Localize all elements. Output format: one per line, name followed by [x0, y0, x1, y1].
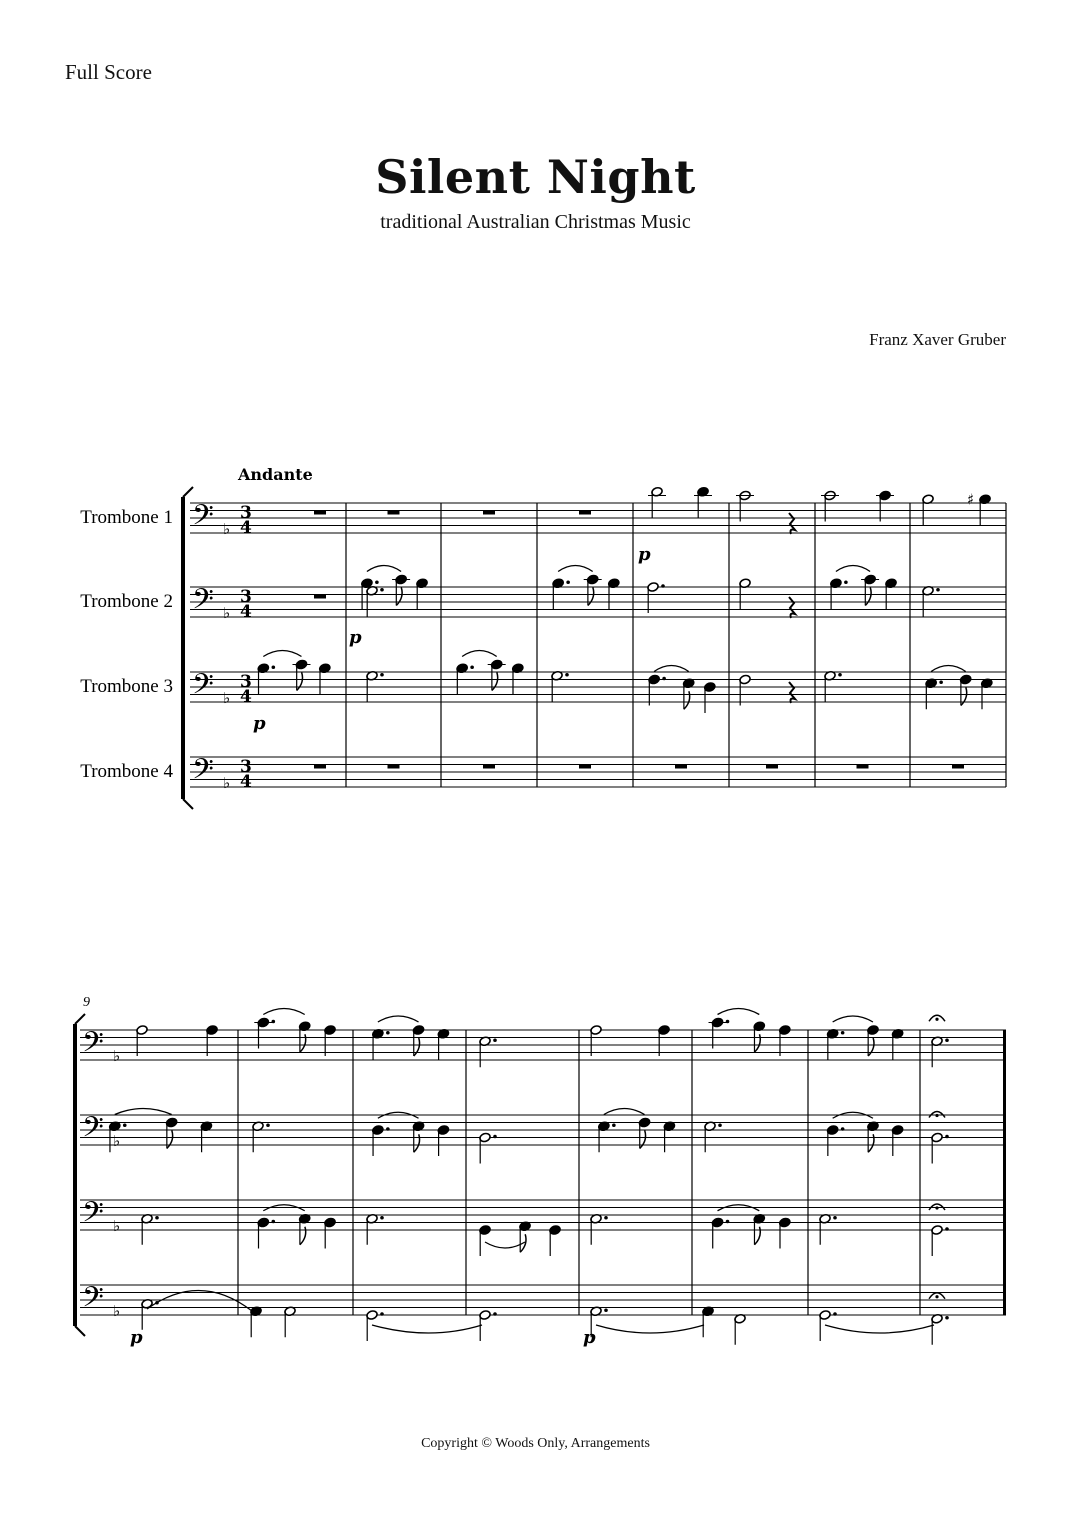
- eighth-flag: [684, 691, 690, 709]
- system-bracket: [73, 1024, 77, 1326]
- augmentation-dot: [841, 1031, 845, 1035]
- time-signature-denominator: 4: [240, 687, 252, 707]
- slur: [654, 666, 689, 672]
- slur: [263, 1009, 304, 1015]
- augmentation-dot: [604, 1308, 608, 1312]
- eighth-flag: [414, 1038, 420, 1056]
- augmentation-dot: [375, 580, 379, 584]
- system-1: [80, 465, 1006, 809]
- whole-rest-icon: [314, 511, 326, 515]
- augmentation-dot: [380, 1312, 384, 1316]
- augmentation-dot: [272, 665, 276, 669]
- tie: [825, 1325, 934, 1333]
- eighth-flag: [961, 688, 967, 706]
- whole-rest-icon: [388, 765, 400, 769]
- fermata-dot: [935, 1114, 938, 1117]
- slur: [115, 1109, 172, 1115]
- slur: [718, 1009, 760, 1015]
- time-signature-numerator: 3: [240, 757, 252, 777]
- whole-rest-icon: [483, 765, 495, 769]
- tempo-marking: Andante: [238, 465, 313, 484]
- bass-clef-icon: 𝄢: [192, 499, 214, 539]
- time-signature-denominator: 4: [240, 518, 252, 538]
- augmentation-dot: [833, 1312, 837, 1316]
- augmentation-dot: [844, 580, 848, 584]
- eighth-flag: [754, 1227, 760, 1245]
- whole-rest-icon: [579, 765, 591, 769]
- augmentation-dot: [841, 1127, 845, 1131]
- augmentation-dot: [386, 1031, 390, 1035]
- bracket-hook: [183, 487, 193, 497]
- flat-icon: ♭: [113, 1047, 121, 1065]
- augmentation-dot: [493, 1312, 497, 1316]
- instrument-label-trombone-3: Trombone 3: [80, 676, 173, 697]
- augmentation-dot: [726, 1220, 730, 1224]
- slur: [931, 666, 966, 672]
- augmentation-dot: [661, 584, 665, 588]
- augmentation-dot: [565, 673, 569, 677]
- slur: [836, 566, 870, 572]
- slur: [378, 1016, 419, 1022]
- whole-rest-icon: [952, 765, 964, 769]
- eighth-flag: [865, 588, 871, 606]
- augmentation-dot: [266, 1123, 270, 1127]
- augmentation-dot: [945, 1316, 949, 1320]
- eighth-flag: [754, 1034, 760, 1052]
- flat-icon: ♭: [223, 689, 231, 707]
- score-type-label: Full Score: [65, 60, 152, 84]
- flat-icon: ♭: [113, 1217, 121, 1235]
- time-signature-denominator: 4: [240, 772, 252, 792]
- whole-rest-icon: [579, 511, 591, 515]
- whole-rest-icon: [483, 511, 495, 515]
- augmentation-dot: [380, 673, 384, 677]
- augmentation-dot: [939, 680, 943, 684]
- quarter-rest-icon: [789, 513, 795, 534]
- time-signature-numerator: 3: [240, 587, 252, 607]
- bracket-hook: [183, 799, 193, 809]
- bracket-hook: [75, 1014, 85, 1024]
- slur: [558, 566, 593, 572]
- augmentation-dot: [386, 1127, 390, 1131]
- eighth-flag: [300, 1034, 306, 1052]
- augmentation-dot: [566, 580, 570, 584]
- slur: [604, 1109, 645, 1115]
- time-signature-numerator: 3: [240, 503, 252, 523]
- page-title: Silent Night: [375, 150, 696, 204]
- page-subtitle: traditional Australian Christmas Music: [380, 211, 691, 233]
- augmentation-dot: [604, 1216, 608, 1220]
- time-signature-denominator: 4: [240, 602, 252, 622]
- eighth-flag: [868, 1134, 874, 1152]
- eighth-flag: [640, 1131, 646, 1149]
- slur: [833, 1016, 873, 1022]
- whole-rest-icon: [314, 595, 326, 599]
- slur: [367, 566, 401, 572]
- augmentation-dot: [945, 1135, 949, 1139]
- dynamic-piano: p: [638, 544, 651, 565]
- system-2: [73, 995, 1006, 1348]
- whole-rest-icon: [675, 765, 687, 769]
- flat-icon: ♭: [223, 520, 231, 538]
- measure-number: 9: [83, 995, 90, 1010]
- augmentation-dot: [493, 1038, 497, 1042]
- augmentation-dot: [380, 1216, 384, 1220]
- flat-icon: ♭: [113, 1132, 121, 1150]
- composer-name: Franz Xaver Gruber: [869, 330, 1006, 349]
- tie: [596, 1325, 704, 1333]
- augmentation-dot: [718, 1123, 722, 1127]
- bass-clef-icon: 𝄢: [192, 753, 214, 793]
- dynamic-piano: p: [349, 627, 362, 648]
- flat-icon: ♭: [223, 604, 231, 622]
- augmentation-dot: [838, 673, 842, 677]
- bracket-hook: [75, 1326, 85, 1336]
- time-signature-numerator: 3: [240, 672, 252, 692]
- augmentation-dot: [936, 588, 940, 592]
- copyright-notice: Copyright © Woods Only, Arrangements: [421, 1436, 650, 1451]
- instrument-label-trombone-2: Trombone 2: [80, 591, 173, 612]
- instrument-label-trombone-4: Trombone 4: [80, 761, 173, 782]
- whole-rest-icon: [766, 765, 778, 769]
- final-barline-icon: [1003, 1030, 1006, 1315]
- augmentation-dot: [470, 665, 474, 669]
- bass-clef-icon: 𝄢: [82, 1281, 104, 1321]
- whole-rest-icon: [857, 765, 869, 769]
- augmentation-dot: [945, 1227, 949, 1231]
- bass-clef-icon: 𝄢: [82, 1196, 104, 1236]
- fermata-dot: [935, 1018, 938, 1021]
- augmentation-dot: [123, 1123, 127, 1127]
- fermata-dot: [935, 1206, 938, 1209]
- fermata-dot: [935, 1295, 938, 1298]
- bass-clef-icon: 𝄢: [192, 583, 214, 623]
- dynamic-piano: p: [583, 1327, 596, 1348]
- augmentation-dot: [612, 1123, 616, 1127]
- augmentation-dot: [662, 677, 666, 681]
- flat-icon: ♭: [113, 1302, 121, 1320]
- flat-icon: ♭: [223, 774, 231, 792]
- quarter-rest-icon: [789, 682, 795, 703]
- eighth-flag: [414, 1134, 420, 1152]
- system-bracket: [181, 497, 185, 799]
- tie: [372, 1325, 482, 1333]
- sharp-icon: ♯: [967, 490, 975, 509]
- augmentation-dot: [493, 1135, 497, 1139]
- eighth-flag: [297, 673, 303, 691]
- augmentation-dot: [272, 1220, 276, 1224]
- slur: [263, 651, 301, 657]
- bass-clef-icon: 𝄢: [192, 668, 214, 708]
- augmentation-dot: [155, 1216, 159, 1220]
- slur: [462, 651, 497, 657]
- slur: [485, 1242, 525, 1248]
- eighth-flag: [300, 1227, 306, 1245]
- eighth-flag: [492, 673, 498, 691]
- augmentation-dot: [833, 1216, 837, 1220]
- eighth-flag: [588, 588, 594, 606]
- augmentation-dot: [380, 588, 384, 592]
- eighth-flag: [167, 1131, 173, 1149]
- augmentation-dot: [945, 1038, 949, 1042]
- whole-rest-icon: [388, 511, 400, 515]
- whole-rest-icon: [314, 765, 326, 769]
- dynamic-piano: p: [130, 1327, 143, 1348]
- quarter-rest-icon: [789, 597, 795, 618]
- eighth-flag: [396, 588, 402, 606]
- bass-clef-icon: 𝄢: [82, 1111, 104, 1151]
- eighth-flag: [868, 1038, 874, 1056]
- bass-clef-icon: 𝄢: [82, 1026, 104, 1066]
- instrument-label-trombone-1: Trombone 1: [80, 507, 173, 528]
- dynamic-piano: p: [253, 713, 266, 734]
